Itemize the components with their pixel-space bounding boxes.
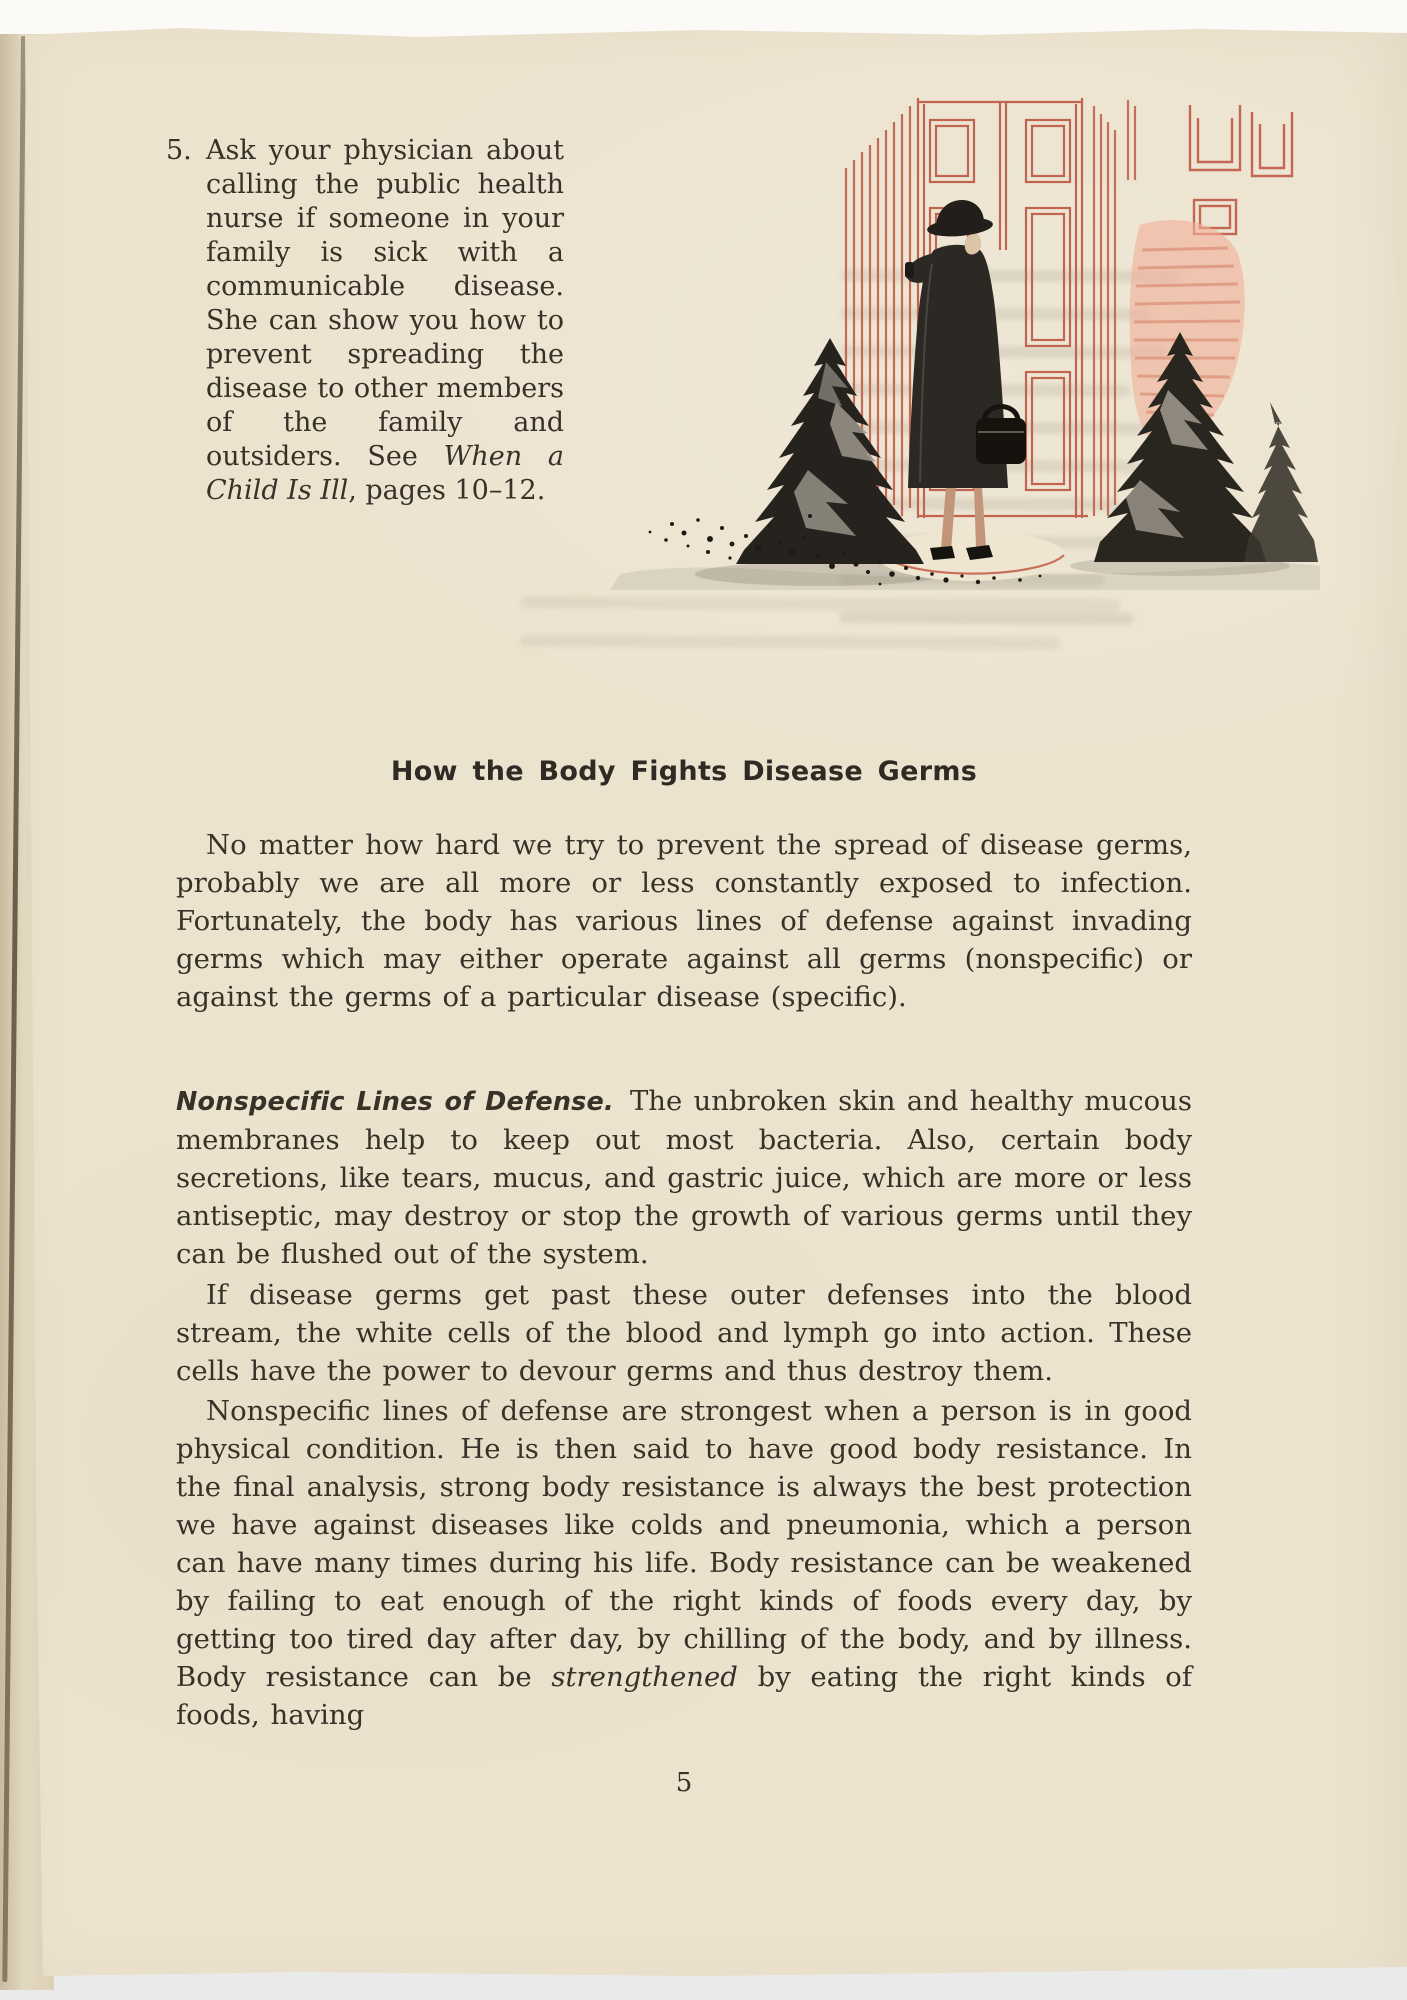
section-heading: How the Body Fights Disease Germs bbox=[390, 756, 978, 787]
list-item-5 bbox=[166, 134, 564, 508]
left-tree bbox=[736, 338, 924, 564]
emphasized-word: strengthened bbox=[551, 1661, 738, 1693]
paragraph-text: by eating the right kinds of foods, having bbox=[176, 1661, 1193, 1731]
list-item-number: 5. bbox=[166, 135, 192, 166]
paragraph-nonspecific-defense bbox=[176, 1082, 1192, 1273]
paragraph-text: If disease germs get past these outer defenses into the blood stream, the white cells of the blood and lymph go into action. These cells have the power to devour germs and thus destroy them. bbox=[176, 1279, 1192, 1387]
sidelight-lines-right bbox=[1094, 100, 1135, 516]
list-item-text-tail: , pages 10–12. bbox=[348, 475, 546, 506]
paragraph-body-resistance bbox=[176, 1392, 1192, 1734]
doorbell-hand bbox=[905, 262, 914, 278]
hat-crown bbox=[936, 200, 984, 225]
cited-booklet-title: When a Child Is Ill bbox=[206, 441, 564, 506]
run-in-subheading: Nonspecific Lines of Defense. bbox=[176, 1087, 614, 1117]
transom-brackets bbox=[1190, 105, 1292, 234]
paragraph-text: The unbroken skin and healthy mucous membranes help to keep out most bacteria. Also, certain body secretions, like tears, mucus, and gastric juice, which are more or less antiseptic, may destroy or stop the growth of various germs until they can be flushed out of the system. bbox=[176, 1085, 1192, 1270]
woman-shoe bbox=[930, 546, 955, 560]
front-door-illustration bbox=[580, 50, 1320, 590]
paragraph-white-cells bbox=[176, 1276, 1192, 1390]
paragraph-text: Nonspecific lines of defense are strongest when a person is in good physical condition. He is then said to have good body resistance. In the final analysis, strong body resistance is always the best protection we have against diseases like colds and pneumonia, which a person can have many times during his life. Body resistance can be weakened by failing to eat enough of the right kinds of foods every day, by getting too tired day after day, by chilling of the body, and by illness. Body resistance can be bbox=[176, 1395, 1192, 1693]
handbag bbox=[976, 418, 1026, 464]
page-number: 5 bbox=[675, 1768, 693, 1798]
paragraph-intro bbox=[176, 826, 1192, 1016]
paragraph-text: No matter how hard we try to prevent the spread of disease germs, probably we are all more or less constantly exposed to infection. Fortunately, the body has various lines of defense against invading germs which may either operate against all germs (nonspecific) or against the germs of a particular disease (specific). bbox=[176, 829, 1192, 1013]
list-item-text-body: Ask your physician about calling the public health nurse if someone in your family is sick with a communicable disease. She can show you how to prevent spreading the disease to other members of the family and outsiders. See bbox=[206, 135, 564, 472]
list-item-text bbox=[206, 134, 564, 508]
